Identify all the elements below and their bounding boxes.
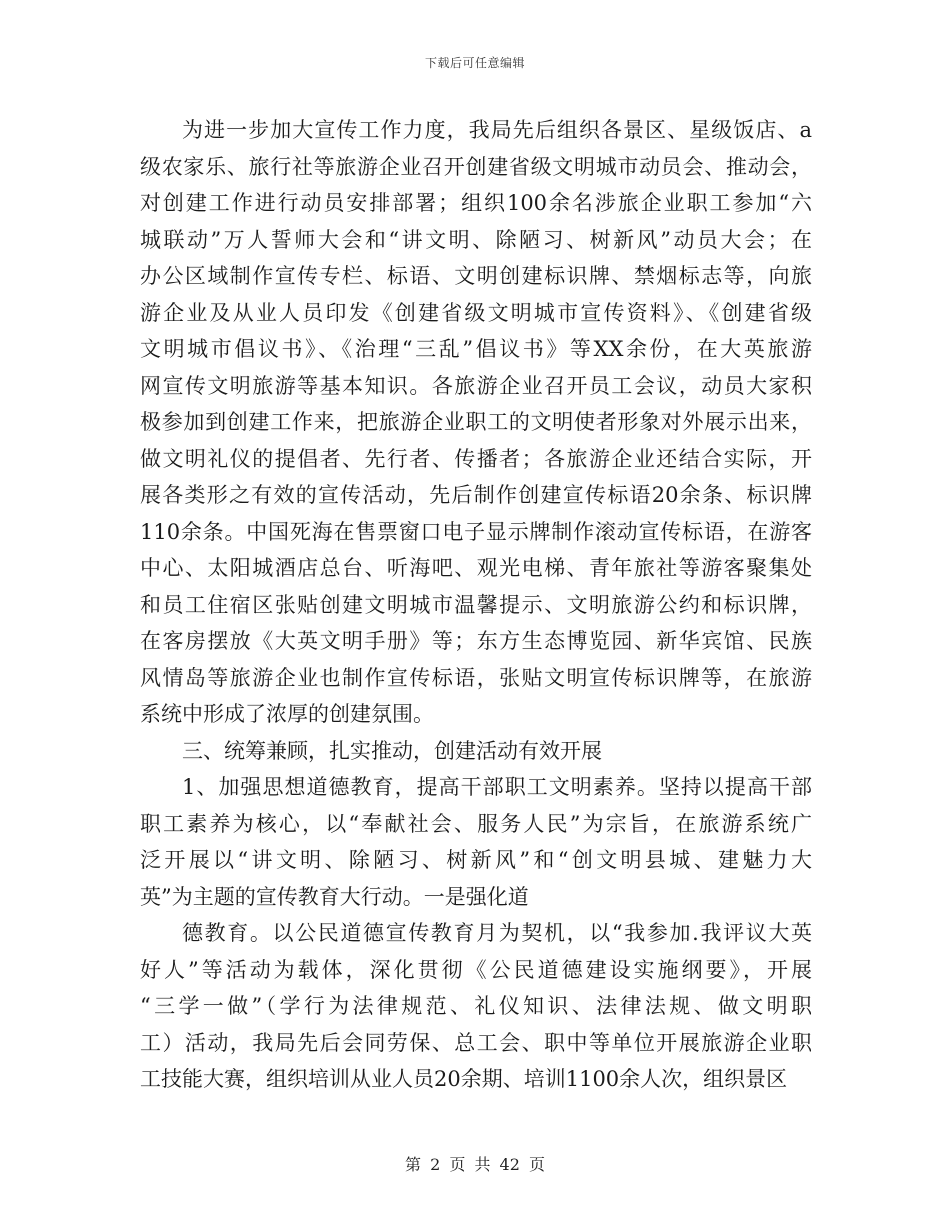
header-note: 下载后可任意编辑 [424, 56, 525, 70]
text-line: 职工素养为核心，以“奉献社会、服务人民”为宗旨，在旅游系统广 [140, 811, 812, 836]
text-line: 极参加到创建工作来，把旅游企业职工的文明使者形象对外展示出来， [140, 410, 812, 434]
section-heading [140, 733, 812, 770]
text-line: 110余条。中国死海在售票窗口电子显示牌制作滚动宣传标语，在游客 [140, 519, 812, 544]
text-line: 中心、太阳城酒店总台、听海吧、观光电梯、青年旅社等游客聚集处 [140, 556, 812, 580]
text-line: 级农家乐、旅行社等旅游企业召开创建省级文明城市动员会、推动会， [140, 154, 812, 179]
paragraph [140, 915, 812, 1098]
text-line: 做文明礼仪的提倡者、先行者、传播者；各旅游企业还结合实际，开 [140, 446, 812, 471]
text-line: 德教育。以公民道德宣传教育月为契机，以“我参加.我评议大英 [182, 921, 812, 945]
text-line: “三学一做”（学行为法律规范、礼仪知识、法律法规、做文明职 [140, 994, 812, 1018]
document-body [140, 112, 812, 1098]
text-line: 风情岛等旅游企业也制作宣传标语，张贴文明宣传标识牌等，在旅游 [140, 665, 812, 690]
text-line: 城联动”万人誓师大会和“讲文明、除陋习、树新风”动员大会；在 [140, 227, 812, 252]
text-line: 网宣传文明旅游等基本知识。各旅游企业召开员工会议，动员大家积 [140, 373, 812, 398]
text-line: 1、加强思想道德教育，提高干部职工文明素养。坚持以提高干部 [182, 775, 812, 799]
text-line: 好人”等活动为载体，深化贯彻《公民道德建设实施纲要》，开展 [140, 957, 812, 982]
section-heading-text: 三、统筹兼顾，扎实推动，创建活动有效开展 [182, 738, 602, 763]
text-line: 工技能大赛，组织培训从业人员20余期、培训1100余人次，组织景区 [140, 1067, 788, 1091]
text-line: 在客房摆放《大英文明手册》等；东方生态博览园、新华宾馆、民族 [140, 629, 812, 653]
paragraph [140, 769, 812, 915]
text-line: 文明城市倡议书》、《治理“三乱”倡议书》等XX余份，在大英旅游 [140, 337, 812, 361]
page-number: 第 2 页 共 42 页 [405, 1155, 545, 1174]
text-line: 游企业及从业人员印发《创建省级文明城市宣传资料》、《创建省级 [140, 300, 812, 325]
text-line: 英”为主题的宣传教育大行动。一是强化道 [140, 884, 529, 909]
paragraph [140, 112, 812, 733]
text-line: 展各类形之有效的宣传活动，先后制作创建宣传标语20余条、标识牌 [140, 483, 812, 507]
text-line: 对创建工作进行动员安排部署；组织100余名涉旅企业职工参加“六 [140, 191, 812, 215]
text-line: 系统中形成了浓厚的创建氛围。 [140, 702, 434, 726]
text-line: 办公区域制作宣传专栏、标语、文明创建标识牌、禁烟标志等，向旅 [140, 264, 812, 288]
text-line: 为进一步加大宣传工作力度，我局先后组织各景区、星级饭店、a [182, 118, 812, 142]
text-line: 和员工住宿区张贴创建文明城市温馨提示、文明旅游公约和标识牌， [140, 592, 812, 617]
text-line: 泛开展以“讲文明、除陋习、树新风”和“创文明县城、建魅力大 [140, 848, 812, 872]
text-line: 工）活动，我局先后会同劳保、总工会、职中等单位开展旅游企业职 [140, 1030, 812, 1055]
